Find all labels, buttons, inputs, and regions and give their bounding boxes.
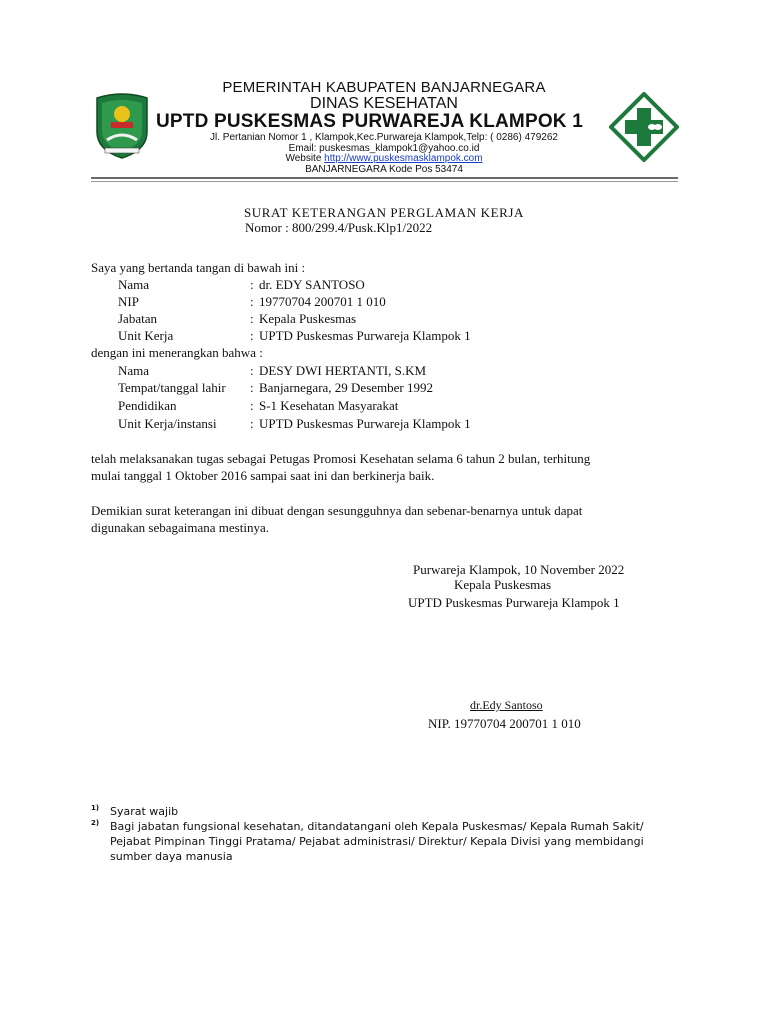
- signer-name-value: dr. EDY SANTOSO: [259, 277, 365, 292]
- colon: :: [250, 311, 254, 326]
- footnote-text-1: Syarat wajib: [110, 805, 179, 818]
- website-label: Website: [285, 153, 322, 164]
- signer-name-label: Nama: [118, 277, 150, 292]
- signer-unit-value: UPTD Puskesmas Purwareja Klampok 1: [259, 328, 471, 343]
- colon: :: [250, 294, 254, 309]
- organization-name: UPTD PUSKESMAS PURWAREJA KLAMPOK 1: [156, 111, 583, 132]
- signature-organization: UPTD Puskesmas Purwareja Klampok 1: [408, 595, 620, 610]
- footnote-text-2-line-1: Bagi jabatan fungsional kesehatan, ditandatangani oleh Kepala Puskesmas/ Kepala Rumah Sakit/: [110, 820, 644, 833]
- subject-education-label: Pendidikan: [118, 398, 177, 413]
- body-paragraph-line-1: telah melaksanakan tugas sebagai Petugas Promosi Kesehatan selama 6 tahun 2 bulan, terhitung: [91, 451, 591, 466]
- signature-role: Kepala Puskesmas: [454, 577, 552, 592]
- government-name: PEMERINTAH KABUPATEN BANJARNEGARA: [222, 79, 546, 96]
- footnote-mark-2: 2): [91, 819, 100, 827]
- address-line: Jl. Pertanian Nomor 1 , Klampok,Kec.Purwareja Klampok,Telp: ( 0286) 479262: [210, 132, 558, 143]
- subject-name-label: Nama: [118, 363, 150, 378]
- body-paragraph-line-2: mulai tanggal 1 Oktober 2016 sampai saat ini dan berkinerja baik.: [91, 468, 435, 483]
- colon: :: [250, 277, 254, 292]
- signature-place-date: Purwareja Klampok, 10 November 2022: [413, 562, 625, 577]
- colon: :: [250, 363, 254, 378]
- postal-line: BANJARNEGARA Kode Pos 53474: [305, 164, 463, 175]
- signer-position-value: Kepala Puskesmas: [259, 311, 357, 326]
- department-name: DINAS KESEHATAN: [310, 95, 458, 112]
- subject-unit-label: Unit Kerja/instansi: [118, 416, 217, 431]
- letterhead-rule-thin: [91, 181, 678, 182]
- subject-unit-value: UPTD Puskesmas Purwareja Klampok 1: [259, 416, 471, 431]
- email-line: Email: puskesmas_klampok1@yahoo.co.id: [288, 143, 480, 154]
- website-link[interactable]: http://www.puskesmasklampok.com: [324, 153, 483, 164]
- footnote-text-2-line-3: sumber daya manusia: [110, 850, 233, 863]
- colon: :: [250, 380, 254, 395]
- letter-title: SURAT KETERANGAN PERGLAMAN KERJA: [243, 205, 525, 220]
- signer-position-label: Jabatan: [118, 311, 157, 326]
- signature-name: dr.Edy Santoso: [470, 698, 543, 712]
- colon: :: [250, 398, 254, 413]
- closing-paragraph-line-2: digunakan sebagaimana mestinya.: [91, 520, 269, 535]
- puskesmas-cross-icon: [609, 92, 679, 162]
- signer-nip-label: NIP: [118, 294, 139, 309]
- declare-text: dengan ini menerangkan bahwa :: [91, 345, 263, 360]
- closing-paragraph-line-1: Demikian surat keterangan ini dibuat dengan sesungguhnya dan sebenar-benarnya untuk dapat: [91, 503, 583, 518]
- signature-nip: NIP. 19770704 200701 1 010: [428, 716, 581, 731]
- subject-birth-value: Banjarnegara, 29 Desember 1992: [259, 380, 433, 395]
- footnote-mark-1: 1): [91, 804, 100, 812]
- footnote-text-2-line-2: Pejabat Pimpinan Tinggi Pratama/ Pejabat administrasi/ Direktur/ Kepala Divisi yang membidangi: [110, 835, 644, 848]
- subject-birth-label: Tempat/tanggal lahir: [118, 380, 226, 395]
- subject-education-value: S-1 Kesehatan Masyarakat: [259, 398, 399, 413]
- signer-nip-value: 19770704 200701 1 010: [259, 294, 386, 309]
- subject-name-value: DESY DWI HERTANTI, S.KM: [259, 363, 427, 378]
- colon: :: [250, 328, 254, 343]
- letterhead-rule: [91, 177, 678, 179]
- letter-number: Nomor : 800/299.4/Pusk.Klp1/2022: [245, 220, 433, 235]
- colon: :: [250, 416, 254, 431]
- signer-unit-label: Unit Kerja: [118, 328, 174, 343]
- intro-text: Saya yang bertanda tangan di bawah ini :: [91, 260, 306, 275]
